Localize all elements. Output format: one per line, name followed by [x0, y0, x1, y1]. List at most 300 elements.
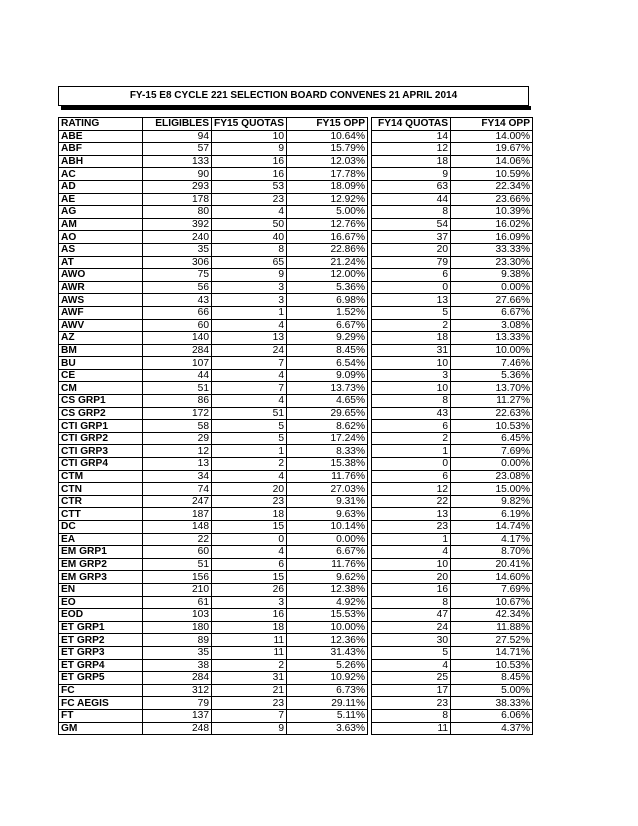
cell-eligibles: 86	[143, 395, 212, 408]
table-row	[59, 332, 533, 345]
cell-eligibles: 107	[143, 357, 212, 370]
cell-fy15-opp: 13.73%	[287, 382, 368, 395]
table-row	[59, 420, 533, 433]
cell-fy15-opp: 12.92%	[287, 193, 368, 206]
cell-eligibles: 57	[143, 143, 212, 156]
table-row	[59, 168, 533, 181]
cell-fy15-opp: 21.24%	[287, 256, 368, 269]
cell-eligibles: 210	[143, 583, 212, 596]
cell-eligibles: 29	[143, 432, 212, 445]
cell-fy15-quotas: 11	[212, 634, 287, 647]
cell-fy15-opp: 3.63%	[287, 722, 368, 735]
cell-fy15-opp: 11.76%	[287, 558, 368, 571]
table-title: FY-15 E8 CYCLE 221 SELECTION BOARD CONVENES 21 APRIL 2014	[58, 86, 529, 106]
cell-fy14-opp: 11.88%	[451, 621, 533, 634]
table-row	[59, 508, 533, 521]
cell-fy14-opp: 9.38%	[451, 269, 533, 282]
cell-fy15-opp: 1.52%	[287, 306, 368, 319]
cell-fy14-opp: 27.66%	[451, 294, 533, 307]
cell-fy14-quotas: 13	[372, 508, 451, 521]
cell-eligibles: 312	[143, 684, 212, 697]
cell-fy14-quotas: 14	[372, 130, 451, 143]
table-row	[59, 193, 533, 206]
table-row	[59, 697, 533, 710]
cell-fy15-opp: 9.09%	[287, 369, 368, 382]
cell-rating: ET GRP1	[59, 621, 143, 634]
table-row	[59, 495, 533, 508]
cell-fy15-opp: 29.65%	[287, 407, 368, 420]
cell-fy14-quotas: 24	[372, 621, 451, 634]
cell-rating: FC AEGIS	[59, 697, 143, 710]
cell-rating: FC	[59, 684, 143, 697]
table-row	[59, 344, 533, 357]
cell-fy15-opp: 6.67%	[287, 546, 368, 559]
cell-fy14-opp: 23.08%	[451, 470, 533, 483]
cell-fy14-opp: 5.36%	[451, 369, 533, 382]
cell-eligibles: 103	[143, 609, 212, 622]
table-row	[59, 130, 533, 143]
cell-eligibles: 13	[143, 458, 212, 471]
cell-fy14-quotas: 30	[372, 634, 451, 647]
cell-fy15-opp: 22.86%	[287, 243, 368, 256]
table-row	[59, 206, 533, 219]
cell-fy14-opp: 14.06%	[451, 155, 533, 168]
cell-rating: CS GRP2	[59, 407, 143, 420]
cell-fy15-opp: 6.73%	[287, 684, 368, 697]
cell-fy15-opp: 12.00%	[287, 269, 368, 282]
cell-fy14-opp: 9.82%	[451, 495, 533, 508]
cell-rating: CTI GRP4	[59, 458, 143, 471]
cell-eligibles: 51	[143, 558, 212, 571]
table-row	[59, 609, 533, 622]
cell-fy14-opp: 33.33%	[451, 243, 533, 256]
table-row	[59, 306, 533, 319]
cell-fy15-quotas: 16	[212, 155, 287, 168]
cell-fy14-quotas: 37	[372, 231, 451, 244]
cell-fy15-quotas: 1	[212, 445, 287, 458]
cell-rating: AM	[59, 218, 143, 231]
cell-fy15-quotas: 7	[212, 382, 287, 395]
cell-fy15-quotas: 9	[212, 143, 287, 156]
cell-fy14-quotas: 54	[372, 218, 451, 231]
table-row	[59, 571, 533, 584]
table-row	[59, 395, 533, 408]
cell-rating: FT	[59, 709, 143, 722]
table-row	[59, 269, 533, 282]
cell-fy14-quotas: 5	[372, 646, 451, 659]
cell-fy14-opp: 10.67%	[451, 596, 533, 609]
cell-eligibles: 180	[143, 621, 212, 634]
cell-fy15-opp: 17.78%	[287, 168, 368, 181]
cell-fy14-opp: 14.71%	[451, 646, 533, 659]
cell-fy15-opp: 8.33%	[287, 445, 368, 458]
cell-fy14-opp: 16.02%	[451, 218, 533, 231]
cell-fy15-opp: 5.00%	[287, 206, 368, 219]
cell-eligibles: 35	[143, 646, 212, 659]
cell-fy15-opp: 18.09%	[287, 180, 368, 193]
cell-eligibles: 38	[143, 659, 212, 672]
cell-eligibles: 61	[143, 596, 212, 609]
cell-fy15-quotas: 9	[212, 269, 287, 282]
table-row	[59, 709, 533, 722]
cell-eligibles: 306	[143, 256, 212, 269]
cell-fy15-quotas: 18	[212, 621, 287, 634]
cell-eligibles: 44	[143, 369, 212, 382]
cell-fy14-opp: 0.00%	[451, 458, 533, 471]
cell-fy14-quotas: 10	[372, 357, 451, 370]
table-row	[59, 294, 533, 307]
cell-eligibles: 284	[143, 344, 212, 357]
cell-fy15-opp: 5.36%	[287, 281, 368, 294]
cell-rating: ABE	[59, 130, 143, 143]
cell-fy14-quotas: 16	[372, 583, 451, 596]
table-row	[59, 672, 533, 685]
cell-fy15-quotas: 40	[212, 231, 287, 244]
cell-fy14-opp: 22.34%	[451, 180, 533, 193]
cell-fy15-opp: 10.92%	[287, 672, 368, 685]
table-row	[59, 533, 533, 546]
cell-fy15-quotas: 2	[212, 458, 287, 471]
cell-rating: BM	[59, 344, 143, 357]
cell-eligibles: 89	[143, 634, 212, 647]
cell-fy15-quotas: 4	[212, 470, 287, 483]
cell-fy15-opp: 5.26%	[287, 659, 368, 672]
cell-fy15-opp: 4.65%	[287, 395, 368, 408]
cell-fy15-quotas: 3	[212, 281, 287, 294]
cell-fy14-opp: 8.45%	[451, 672, 533, 685]
cell-fy15-quotas: 7	[212, 709, 287, 722]
table-row	[59, 319, 533, 332]
cell-eligibles: 80	[143, 206, 212, 219]
cell-fy14-opp: 20.41%	[451, 558, 533, 571]
cell-fy14-quotas: 47	[372, 609, 451, 622]
cell-fy14-quotas: 63	[372, 180, 451, 193]
cell-fy14-quotas: 6	[372, 470, 451, 483]
cell-fy14-quotas: 23	[372, 521, 451, 534]
cell-rating: EO	[59, 596, 143, 609]
cell-fy15-opp: 27.03%	[287, 483, 368, 496]
cell-fy15-opp: 6.67%	[287, 319, 368, 332]
cell-fy14-opp: 7.46%	[451, 357, 533, 370]
table-row	[59, 281, 533, 294]
cell-rating: ET GRP5	[59, 672, 143, 685]
cell-fy15-opp: 8.62%	[287, 420, 368, 433]
cell-eligibles: 74	[143, 483, 212, 496]
cell-fy15-quotas: 3	[212, 596, 287, 609]
cell-fy15-quotas: 65	[212, 256, 287, 269]
cell-fy14-opp: 6.67%	[451, 306, 533, 319]
cell-rating: CE	[59, 369, 143, 382]
cell-fy15-quotas: 7	[212, 357, 287, 370]
cell-fy15-quotas: 6	[212, 558, 287, 571]
cell-rating: AWS	[59, 294, 143, 307]
cell-fy14-quotas: 17	[372, 684, 451, 697]
cell-fy14-quotas: 10	[372, 558, 451, 571]
cell-rating: AS	[59, 243, 143, 256]
cell-fy15-quotas: 1	[212, 306, 287, 319]
cell-fy14-opp: 14.60%	[451, 571, 533, 584]
cell-fy15-opp: 9.63%	[287, 508, 368, 521]
cell-fy14-opp: 10.53%	[451, 659, 533, 672]
cell-fy15-quotas: 16	[212, 168, 287, 181]
table-row	[59, 180, 533, 193]
cell-fy14-opp: 10.00%	[451, 344, 533, 357]
cell-fy15-opp: 10.00%	[287, 621, 368, 634]
cell-fy15-opp: 12.38%	[287, 583, 368, 596]
cell-fy14-opp: 6.19%	[451, 508, 533, 521]
cell-fy14-opp: 6.06%	[451, 709, 533, 722]
cell-eligibles: 56	[143, 281, 212, 294]
table-row	[59, 558, 533, 571]
table-row	[59, 659, 533, 672]
cell-fy14-opp: 6.45%	[451, 432, 533, 445]
cell-fy14-quotas: 6	[372, 420, 451, 433]
table-row	[59, 231, 533, 244]
cell-fy15-quotas: 9	[212, 722, 287, 735]
cell-rating: ABH	[59, 155, 143, 168]
cell-fy15-opp: 5.11%	[287, 709, 368, 722]
cell-eligibles: 148	[143, 521, 212, 534]
table-row	[59, 143, 533, 156]
cell-rating: GM	[59, 722, 143, 735]
cell-fy14-opp: 4.37%	[451, 722, 533, 735]
cell-fy14-quotas: 8	[372, 596, 451, 609]
cell-rating: AWV	[59, 319, 143, 332]
cell-eligibles: 34	[143, 470, 212, 483]
table-row	[59, 382, 533, 395]
cell-fy14-quotas: 0	[372, 458, 451, 471]
cell-fy14-opp: 0.00%	[451, 281, 533, 294]
cell-eligibles: 133	[143, 155, 212, 168]
cell-fy15-quotas: 10	[212, 130, 287, 143]
cell-eligibles: 75	[143, 269, 212, 282]
table-row	[59, 583, 533, 596]
cell-fy14-quotas: 43	[372, 407, 451, 420]
cell-fy14-quotas: 22	[372, 495, 451, 508]
table-row	[59, 634, 533, 647]
cell-eligibles: 284	[143, 672, 212, 685]
cell-fy15-opp: 4.92%	[287, 596, 368, 609]
cell-eligibles: 392	[143, 218, 212, 231]
cell-fy14-quotas: 4	[372, 659, 451, 672]
cell-fy15-quotas: 51	[212, 407, 287, 420]
cell-fy14-quotas: 1	[372, 445, 451, 458]
cell-rating: AE	[59, 193, 143, 206]
cell-fy15-quotas: 2	[212, 659, 287, 672]
cell-fy15-quotas: 26	[212, 583, 287, 596]
cell-rating: CTI GRP2	[59, 432, 143, 445]
cell-fy14-opp: 10.53%	[451, 420, 533, 433]
cell-fy14-quotas: 23	[372, 697, 451, 710]
cell-fy14-quotas: 25	[372, 672, 451, 685]
cell-fy14-quotas: 10	[372, 382, 451, 395]
cell-fy14-quotas: 20	[372, 571, 451, 584]
cell-fy14-opp: 3.08%	[451, 319, 533, 332]
cell-fy14-opp: 13.70%	[451, 382, 533, 395]
header-fy15-opp: FY15 OPP	[287, 118, 368, 131]
cell-rating: CTI GRP3	[59, 445, 143, 458]
cell-fy15-quotas: 23	[212, 495, 287, 508]
cell-fy15-opp: 12.03%	[287, 155, 368, 168]
cell-fy15-opp: 9.29%	[287, 332, 368, 345]
cell-fy15-opp: 12.36%	[287, 634, 368, 647]
cell-fy14-quotas: 44	[372, 193, 451, 206]
cell-rating: CTN	[59, 483, 143, 496]
cell-fy15-quotas: 5	[212, 420, 287, 433]
table-row	[59, 407, 533, 420]
cell-fy14-opp: 38.33%	[451, 697, 533, 710]
cell-fy15-opp: 8.45%	[287, 344, 368, 357]
cell-fy14-quotas: 8	[372, 709, 451, 722]
header-row	[59, 118, 533, 131]
cell-rating: AG	[59, 206, 143, 219]
cell-fy15-opp: 11.76%	[287, 470, 368, 483]
cell-rating: CTM	[59, 470, 143, 483]
cell-fy14-quotas: 1	[372, 533, 451, 546]
cell-fy15-quotas: 8	[212, 243, 287, 256]
cell-rating: CTR	[59, 495, 143, 508]
cell-eligibles: 293	[143, 180, 212, 193]
cell-fy14-quotas: 12	[372, 143, 451, 156]
table-row	[59, 621, 533, 634]
cell-fy15-quotas: 4	[212, 395, 287, 408]
cell-eligibles: 22	[143, 533, 212, 546]
cell-eligibles: 247	[143, 495, 212, 508]
cell-rating: AWO	[59, 269, 143, 282]
cell-fy14-quotas: 13	[372, 294, 451, 307]
cell-fy14-opp: 15.00%	[451, 483, 533, 496]
cell-rating: BU	[59, 357, 143, 370]
table-row	[59, 218, 533, 231]
cell-fy15-quotas: 50	[212, 218, 287, 231]
cell-fy15-quotas: 4	[212, 206, 287, 219]
selection-board-table	[58, 117, 533, 735]
cell-fy14-quotas: 6	[372, 269, 451, 282]
cell-fy14-opp: 23.30%	[451, 256, 533, 269]
cell-rating: EM GRP3	[59, 571, 143, 584]
cell-eligibles: 79	[143, 697, 212, 710]
cell-eligibles: 140	[143, 332, 212, 345]
cell-rating: CM	[59, 382, 143, 395]
table-row	[59, 445, 533, 458]
cell-fy14-quotas: 31	[372, 344, 451, 357]
table-row	[59, 458, 533, 471]
cell-eligibles: 51	[143, 382, 212, 395]
cell-fy14-quotas: 2	[372, 432, 451, 445]
cell-eligibles: 90	[143, 168, 212, 181]
cell-fy15-quotas: 4	[212, 546, 287, 559]
cell-fy15-opp: 9.62%	[287, 571, 368, 584]
header-fy14-quotas: FY14 QUOTAS	[372, 118, 451, 131]
cell-fy14-opp: 22.63%	[451, 407, 533, 420]
cell-rating: AD	[59, 180, 143, 193]
table-row	[59, 483, 533, 496]
cell-fy15-quotas: 4	[212, 319, 287, 332]
header-eligibles: ELIGIBLES	[143, 118, 212, 131]
cell-fy14-opp: 10.59%	[451, 168, 533, 181]
cell-eligibles: 187	[143, 508, 212, 521]
cell-fy15-quotas: 4	[212, 369, 287, 382]
cell-fy14-opp: 27.52%	[451, 634, 533, 647]
cell-rating: ET GRP3	[59, 646, 143, 659]
table-row	[59, 546, 533, 559]
cell-fy14-opp: 7.69%	[451, 583, 533, 596]
cell-fy14-quotas: 18	[372, 332, 451, 345]
cell-eligibles: 66	[143, 306, 212, 319]
cell-fy15-quotas: 16	[212, 609, 287, 622]
cell-eligibles: 58	[143, 420, 212, 433]
cell-rating: AWR	[59, 281, 143, 294]
cell-eligibles: 137	[143, 709, 212, 722]
cell-fy14-quotas: 18	[372, 155, 451, 168]
cell-fy15-quotas: 11	[212, 646, 287, 659]
cell-fy15-opp: 10.14%	[287, 521, 368, 534]
cell-fy15-opp: 15.53%	[287, 609, 368, 622]
cell-fy15-opp: 10.64%	[287, 130, 368, 143]
cell-fy14-quotas: 5	[372, 306, 451, 319]
cell-rating: CTT	[59, 508, 143, 521]
cell-fy14-opp: 7.69%	[451, 445, 533, 458]
cell-fy15-quotas: 53	[212, 180, 287, 193]
cell-fy14-opp: 19.67%	[451, 143, 533, 156]
cell-fy15-opp: 9.31%	[287, 495, 368, 508]
cell-fy15-opp: 17.24%	[287, 432, 368, 445]
table-row	[59, 155, 533, 168]
cell-fy15-opp: 6.98%	[287, 294, 368, 307]
cell-fy14-quotas: 4	[372, 546, 451, 559]
cell-fy15-opp: 6.54%	[287, 357, 368, 370]
cell-rating: ABF	[59, 143, 143, 156]
cell-rating: CS GRP1	[59, 395, 143, 408]
cell-fy14-opp: 13.33%	[451, 332, 533, 345]
cell-fy15-opp: 12.76%	[287, 218, 368, 231]
cell-fy15-quotas: 24	[212, 344, 287, 357]
cell-fy14-opp: 10.39%	[451, 206, 533, 219]
cell-fy14-quotas: 8	[372, 395, 451, 408]
cell-fy14-quotas: 9	[372, 168, 451, 181]
cell-eligibles: 43	[143, 294, 212, 307]
cell-fy14-opp: 23.66%	[451, 193, 533, 206]
cell-fy14-quotas: 79	[372, 256, 451, 269]
cell-fy15-quotas: 18	[212, 508, 287, 521]
table-row	[59, 369, 533, 382]
cell-fy15-quotas: 21	[212, 684, 287, 697]
table-row	[59, 722, 533, 735]
cell-fy15-quotas: 5	[212, 432, 287, 445]
cell-rating: AZ	[59, 332, 143, 345]
header-fy14-opp: FY14 OPP	[451, 118, 533, 131]
table-row	[59, 357, 533, 370]
cell-eligibles: 156	[143, 571, 212, 584]
header-fy15-quotas: FY15 QUOTAS	[212, 118, 287, 131]
cell-fy14-opp: 4.17%	[451, 533, 533, 546]
cell-fy15-quotas: 15	[212, 521, 287, 534]
header-rating: RATING	[59, 118, 143, 131]
cell-fy15-quotas: 23	[212, 193, 287, 206]
table-row	[59, 646, 533, 659]
cell-rating: AWF	[59, 306, 143, 319]
cell-fy15-quotas: 31	[212, 672, 287, 685]
cell-fy14-quotas: 12	[372, 483, 451, 496]
cell-fy15-opp: 16.67%	[287, 231, 368, 244]
table-row	[59, 432, 533, 445]
cell-fy15-quotas: 13	[212, 332, 287, 345]
cell-fy14-quotas: 8	[372, 206, 451, 219]
cell-rating: ET GRP2	[59, 634, 143, 647]
cell-rating: AC	[59, 168, 143, 181]
cell-fy14-quotas: 0	[372, 281, 451, 294]
table-row	[59, 596, 533, 609]
